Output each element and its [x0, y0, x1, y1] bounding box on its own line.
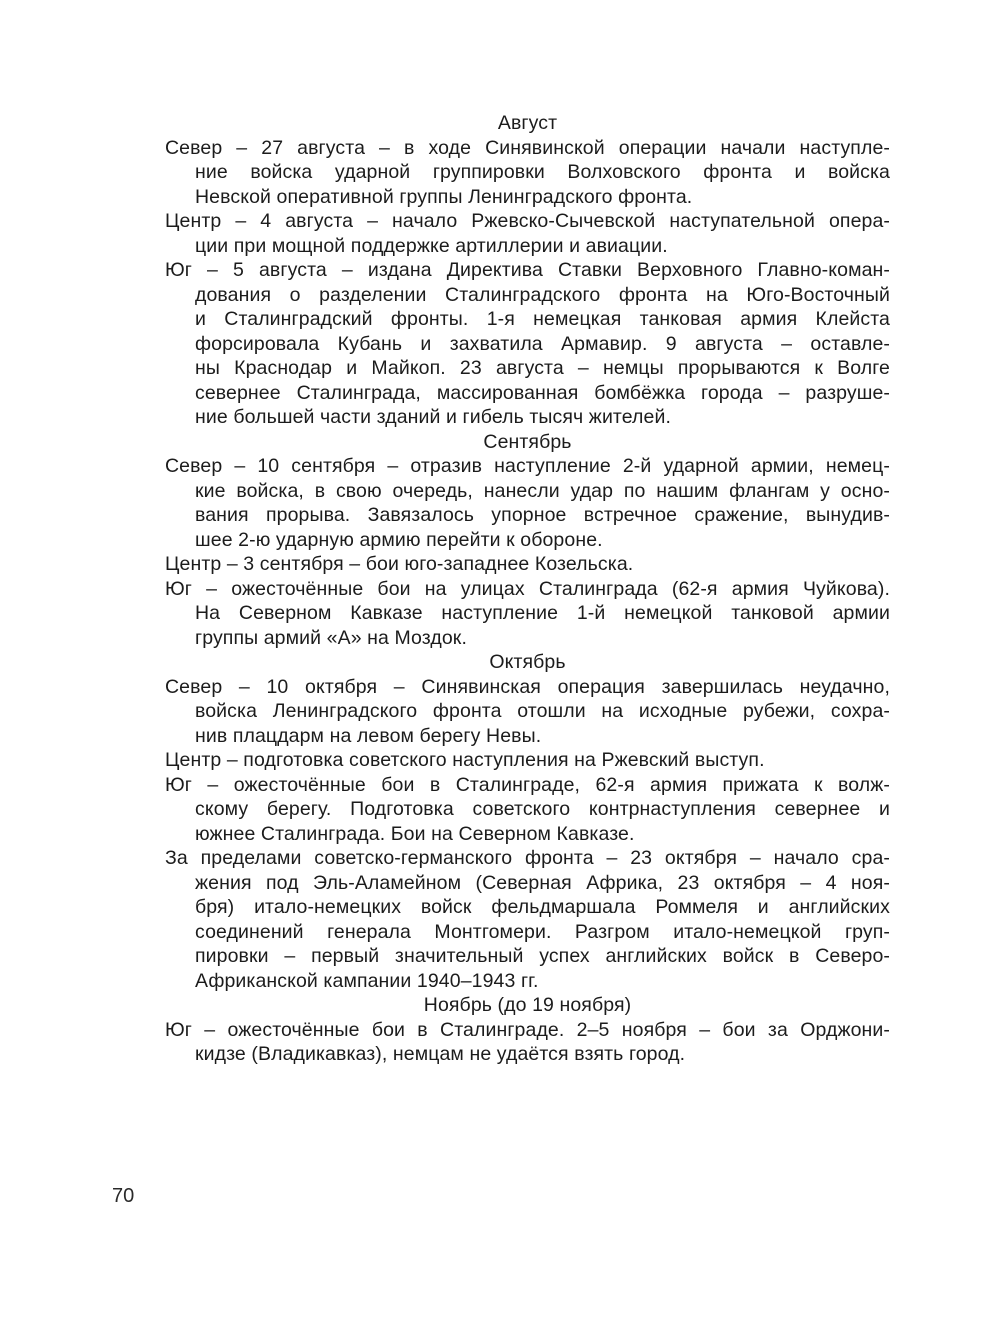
text-line: группы армий «А» на Моздок.	[195, 626, 467, 649]
text-line: Центр – 3 сентября – бои юго-западнее Козельска.	[165, 553, 634, 575]
text-line: южнее Сталинграда. Бои на Северном Кавказе.	[195, 822, 635, 845]
text-line: ны Краснодар и Майкоп. 23 августа – немцы прорываются к Волге	[195, 357, 890, 379]
section-heading: Ноябрь (до 19 ноября)	[423, 994, 632, 1016]
paragraph	[165, 773, 890, 847]
text-line: скому берегу. Подготовка советского контрнаступления севернее и	[195, 798, 890, 820]
paragraph	[165, 258, 890, 430]
text-line: За пределами советско-германского фронта – 23 октября – начало сра-	[165, 847, 890, 869]
text-line: и Сталинградский фронты. 1-я немецкая танковая армия Клейста	[195, 308, 890, 330]
paragraph	[165, 1018, 890, 1067]
text-line: нив плацдарм на левом берегу Невы.	[195, 724, 542, 747]
text-line: Невской оперативной группы Ленинградского фронта.	[195, 185, 693, 208]
text-line: пировки – первый значительный успех английских войск в Северо-	[195, 945, 890, 967]
text-line: бря) итало-немецких войск фельдмаршала Роммеля и английских	[195, 896, 890, 918]
text-line: кидзе (Владикавказ), немцам не удаётся взять город.	[195, 1043, 686, 1065]
text-line: кие войска, в свою очередь, нанесли удар по нашим флангам у осно-	[195, 479, 890, 502]
text-line: дования о разделении Сталинградского фронта на Юго-Восточный	[195, 283, 890, 306]
document-content	[165, 111, 890, 1067]
text-line: соединений генерала Монтгомери. Разгром итало-немецкой груп-	[195, 920, 890, 943]
paragraph	[165, 136, 890, 210]
text-line: ние войска ударной группировки Волховского фронта и войска	[195, 161, 890, 183]
text-line: Север – 10 октября – Синявинская операция завершилась неудачно,	[165, 675, 890, 698]
paragraph	[165, 748, 890, 773]
paragraph	[165, 209, 890, 258]
paragraph	[165, 846, 890, 993]
text-line: На Северном Кавказе наступление 1-й немецкой танковой армии	[195, 602, 890, 624]
text-line: форсировала Кубань и захватила Армавир. 9 августа – оставле-	[195, 332, 890, 355]
text-line: вания прорыва. Завязалось упорное встречное сражение, вынудив-	[195, 504, 890, 526]
text-line: севернее Сталинграда, массированная бомбёжка города – разруше-	[195, 381, 890, 404]
text-line: Юг – ожесточённые бои в Сталинграде, 62-я армия прижата к волж-	[165, 773, 890, 796]
paragraph	[165, 552, 890, 577]
text-line: Юг – ожесточённые бои на улицах Сталинграда (62-я армия Чуйкова).	[165, 577, 890, 600]
section-heading: Сентябрь	[483, 430, 572, 453]
text-line: Центр – 4 августа – начало Ржевско-Сычевской наступательной опера-	[165, 210, 890, 232]
text-line: шее 2-ю ударную армию перейти к обороне.	[195, 528, 603, 551]
page-number: 70	[112, 1185, 135, 1207]
section-heading: Октябрь	[489, 651, 566, 673]
paragraph	[165, 454, 890, 552]
text-line: Африканской кампании 1940–1943 гг.	[195, 969, 539, 992]
paragraph	[165, 675, 890, 749]
text-line: войска Ленинградского фронта отошли на исходные рубежи, сохра-	[195, 700, 890, 722]
text-line: Север – 10 сентября – отразив наступление 2-й ударной армии, немец-	[165, 455, 890, 477]
text-line: Центр – подготовка советского наступления на Ржевский выступ.	[165, 749, 765, 771]
section-heading: Август	[497, 112, 558, 134]
text-line: жения под Эль-Аламейном (Северная Африка, 23 октября – 4 ноя-	[195, 871, 890, 894]
paragraph	[165, 577, 890, 651]
text-line: ции при мощной поддержке артиллерии и авиации.	[195, 234, 668, 257]
text-line: Север – 27 августа – в ходе Синявинской операции начали наступле-	[165, 136, 890, 159]
text-line: Юг – ожесточённые бои в Сталинграде. 2–5 ноября – бои за Орджони-	[165, 1018, 890, 1041]
text-line: Юг – 5 августа – издана Директива Ставки Верховного Главно-коман-	[165, 259, 890, 281]
text-line: ние большей части зданий и гибель тысяч жителей.	[195, 406, 671, 428]
